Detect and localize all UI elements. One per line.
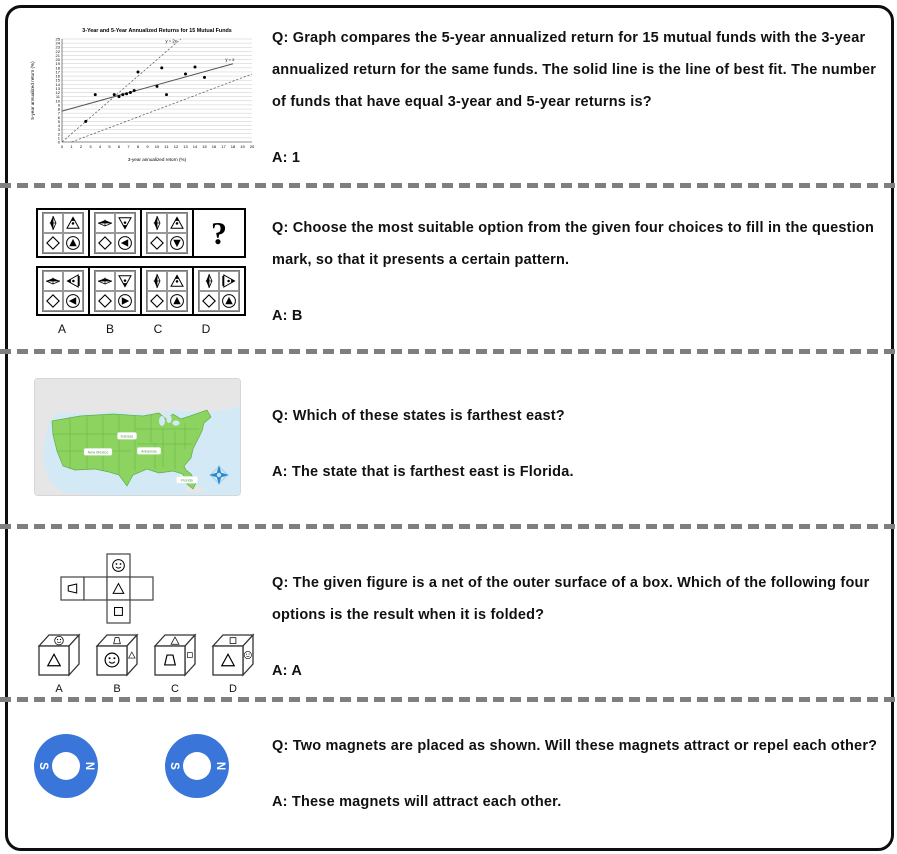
puzzle-symbol-circle-tri-down bbox=[167, 233, 187, 253]
svg-text:Arkansas: Arkansas bbox=[141, 449, 157, 454]
puzzle-symbol-spindle-v bbox=[199, 271, 219, 291]
answer-text: A: B bbox=[272, 308, 303, 324]
svg-text:13: 13 bbox=[183, 144, 188, 149]
svg-text:New Mexico: New Mexico bbox=[87, 450, 109, 455]
svg-text:20: 20 bbox=[55, 57, 60, 63]
svg-text:19: 19 bbox=[240, 144, 245, 149]
question-text: Q: Two magnets are placed as shown. Will these magnets attract or repel each other? bbox=[272, 738, 878, 754]
svg-text:12: 12 bbox=[55, 90, 60, 96]
qa-block bbox=[272, 567, 884, 687]
svg-text:2: 2 bbox=[57, 131, 60, 137]
section-divider bbox=[0, 183, 897, 188]
puzzle-symbol-diamond bbox=[147, 291, 167, 311]
north-pole-label: N bbox=[213, 761, 226, 771]
map-label-new-mexico bbox=[84, 448, 112, 455]
puzzle-symbol-tri-down-dot bbox=[115, 213, 135, 233]
map-label-florida bbox=[176, 476, 197, 483]
svg-text:Florida: Florida bbox=[181, 478, 193, 483]
pattern-puzzle-figure bbox=[36, 208, 246, 336]
us-map-svg bbox=[35, 379, 240, 495]
section-divider bbox=[0, 524, 897, 529]
section-magnets bbox=[0, 716, 897, 844]
svg-text:11: 11 bbox=[55, 94, 60, 100]
svg-text:10: 10 bbox=[55, 98, 60, 104]
puzzle-symbol-circle-tri-up bbox=[63, 233, 83, 253]
section-divider bbox=[0, 349, 897, 354]
svg-text:9: 9 bbox=[57, 102, 60, 108]
puzzle-sequence-panel-4 bbox=[192, 208, 246, 258]
us-map-figure bbox=[34, 378, 241, 496]
option-label-a: A bbox=[57, 322, 66, 336]
svg-text:23: 23 bbox=[55, 44, 60, 50]
ring-magnet-2 bbox=[165, 734, 229, 798]
svg-text:18: 18 bbox=[230, 144, 236, 149]
svg-text:4: 4 bbox=[57, 123, 60, 129]
magnets-figure bbox=[34, 734, 229, 798]
section-scatter-chart bbox=[0, 14, 897, 180]
puzzle-option-a bbox=[36, 266, 90, 316]
puzzle-symbol-diamond bbox=[147, 233, 167, 253]
magnet-hole bbox=[183, 752, 211, 780]
svg-text:6: 6 bbox=[117, 144, 121, 149]
svg-text:24: 24 bbox=[55, 40, 60, 46]
question-text: Q: Choose the most suitable option from the given four choices to fill in the question mark, so that it presents a certain pattern. bbox=[272, 220, 875, 268]
puzzle-symbol-circle-tri-right bbox=[115, 291, 135, 311]
puzzle-symbol-circle-tri-up bbox=[219, 291, 239, 311]
svg-text:8: 8 bbox=[136, 144, 140, 149]
puzzle-symbol-tri-up-dot bbox=[167, 213, 187, 233]
svg-text:14: 14 bbox=[55, 81, 60, 87]
question-text: Q: Which of these states is farthest east? bbox=[272, 408, 565, 424]
box-net-svg bbox=[60, 553, 155, 625]
south-pole-label: S bbox=[167, 762, 180, 770]
answer-text: A: The state that is farthest east is Florida. bbox=[272, 464, 574, 480]
puzzle-symbol-spindle-v bbox=[147, 271, 167, 291]
map-label-kansas bbox=[117, 432, 136, 439]
svg-text:12: 12 bbox=[173, 144, 179, 149]
puzzle-sequence-panel-1 bbox=[36, 208, 90, 258]
svg-text:19: 19 bbox=[55, 61, 60, 67]
puzzle-symbol-spindle-v bbox=[43, 213, 63, 233]
answer-text: A: A bbox=[272, 663, 303, 679]
option-label-d: D bbox=[201, 322, 211, 336]
puzzle-symbol-tri-left-dot bbox=[63, 271, 83, 291]
svg-text:11: 11 bbox=[164, 144, 169, 149]
section-us-map bbox=[0, 370, 897, 520]
puzzle-symbol-tri-right-dot bbox=[219, 271, 239, 291]
svg-text:5-year annualized return (%): 5-year annualized return (%) bbox=[30, 61, 35, 120]
qa-block bbox=[272, 22, 884, 174]
magnet-hole bbox=[52, 752, 80, 780]
svg-text:0: 0 bbox=[60, 144, 64, 149]
svg-text:20: 20 bbox=[249, 144, 255, 149]
svg-text:Kansas: Kansas bbox=[120, 434, 134, 439]
cube-label-b: B bbox=[113, 683, 121, 695]
svg-text:17: 17 bbox=[221, 144, 226, 149]
ring-magnet-1 bbox=[34, 734, 98, 798]
svg-text:6: 6 bbox=[57, 114, 60, 120]
puzzle-symbol-circle-tri-up bbox=[167, 291, 187, 311]
scatter-chart-svg bbox=[28, 24, 258, 164]
svg-text:3: 3 bbox=[57, 127, 60, 133]
svg-text:4: 4 bbox=[98, 144, 102, 149]
puzzle-symbol-tri-up-dot bbox=[63, 213, 83, 233]
puzzle-symbol-spindle-h bbox=[95, 213, 115, 233]
svg-text:5: 5 bbox=[57, 118, 60, 124]
svg-text:14: 14 bbox=[192, 144, 198, 149]
svg-text:25: 25 bbox=[55, 36, 60, 42]
puzzle-symbol-tri-down-dot bbox=[115, 271, 135, 291]
puzzle-symbol-diamond bbox=[43, 291, 63, 311]
answer-text: A: 1 bbox=[272, 150, 301, 166]
section-box-net bbox=[0, 543, 897, 693]
cube-options-row bbox=[36, 631, 256, 695]
cube-label-d: D bbox=[229, 683, 237, 695]
svg-text:9: 9 bbox=[146, 144, 149, 149]
question-text: Q: The given figure is a net of the outer surface of a box. Which of the following four options is the result when it is folded? bbox=[272, 575, 870, 623]
north-pole-label: N bbox=[82, 761, 95, 771]
svg-text:1: 1 bbox=[70, 144, 73, 149]
cube-label-a: A bbox=[55, 683, 63, 695]
svg-text:y = 2x: y = 2x bbox=[165, 38, 177, 44]
svg-text:3-Year and 5-Year Annualized R: 3-Year and 5-Year Annualized Returns for 15 Mutual Funds bbox=[82, 28, 232, 34]
puzzle-symbol-diamond bbox=[95, 291, 115, 311]
svg-text:22: 22 bbox=[55, 48, 60, 54]
puzzle-symbol-spindle-h bbox=[95, 271, 115, 291]
svg-text:10: 10 bbox=[154, 144, 160, 149]
puzzle-symbol-circle-tri-left bbox=[63, 291, 83, 311]
scatter-plot-figure bbox=[28, 24, 258, 169]
cube-label-c: C bbox=[171, 683, 179, 695]
question-text: Q: Graph compares the 5-year annualized return for 15 mutual funds with the 3-year annualized return for the same funds. The solid line is the line of best fit. The number of funds that have equal 3-year and 5-year returns is? bbox=[272, 30, 877, 110]
svg-text:y = x: y = x bbox=[225, 57, 235, 63]
puzzle-sequence-panel-2 bbox=[88, 208, 142, 258]
map-label-arkansas bbox=[137, 447, 161, 454]
puzzle-symbol-diamond bbox=[95, 233, 115, 253]
svg-text:7: 7 bbox=[127, 144, 130, 149]
svg-text:13: 13 bbox=[55, 85, 60, 91]
svg-text:5: 5 bbox=[108, 144, 111, 149]
svg-text:8: 8 bbox=[57, 106, 60, 112]
south-pole-label: S bbox=[36, 762, 49, 770]
section-divider bbox=[0, 697, 897, 702]
puzzle-option-c bbox=[140, 266, 194, 316]
svg-text:0: 0 bbox=[57, 139, 60, 145]
svg-text:2: 2 bbox=[79, 144, 83, 149]
svg-text:17: 17 bbox=[55, 69, 60, 75]
puzzle-symbol-diamond bbox=[199, 291, 219, 311]
option-label-b: B bbox=[105, 322, 114, 336]
question-mark: ? bbox=[211, 214, 227, 251]
qa-block bbox=[272, 730, 884, 818]
puzzle-symbol-spindle-h bbox=[43, 271, 63, 291]
svg-text:15: 15 bbox=[55, 77, 60, 83]
cube-option-b bbox=[94, 631, 140, 695]
svg-text:7: 7 bbox=[57, 110, 60, 116]
puzzle-option-d bbox=[192, 266, 246, 316]
puzzle-symbol-diamond bbox=[43, 233, 63, 253]
svg-text:18: 18 bbox=[55, 65, 60, 71]
box-net-figure bbox=[36, 553, 256, 695]
cube-option-c bbox=[152, 631, 198, 695]
svg-text:16: 16 bbox=[211, 144, 217, 149]
cube-option-a bbox=[36, 631, 82, 695]
qa-block bbox=[272, 212, 884, 332]
qa-block bbox=[272, 400, 884, 488]
svg-text:16: 16 bbox=[55, 73, 60, 79]
section-pattern-puzzle bbox=[0, 198, 897, 346]
svg-text:15: 15 bbox=[202, 144, 207, 149]
puzzle-symbol-spindle-v bbox=[147, 213, 167, 233]
svg-text:3-year annualized return (%): 3-year annualized return (%) bbox=[127, 157, 187, 162]
option-label-c: C bbox=[153, 322, 163, 336]
svg-text:3: 3 bbox=[89, 144, 92, 149]
svg-text:1: 1 bbox=[57, 135, 60, 141]
puzzle-option-b bbox=[88, 266, 142, 316]
puzzle-sequence-panel-3 bbox=[140, 208, 194, 258]
answer-text: A: These magnets will attract each other. bbox=[272, 794, 562, 810]
puzzle-symbol-circle-tri-left bbox=[115, 233, 135, 253]
puzzle-symbol-tri-up-dot bbox=[167, 271, 187, 291]
svg-text:21: 21 bbox=[55, 52, 60, 58]
cube-option-d bbox=[210, 631, 256, 695]
